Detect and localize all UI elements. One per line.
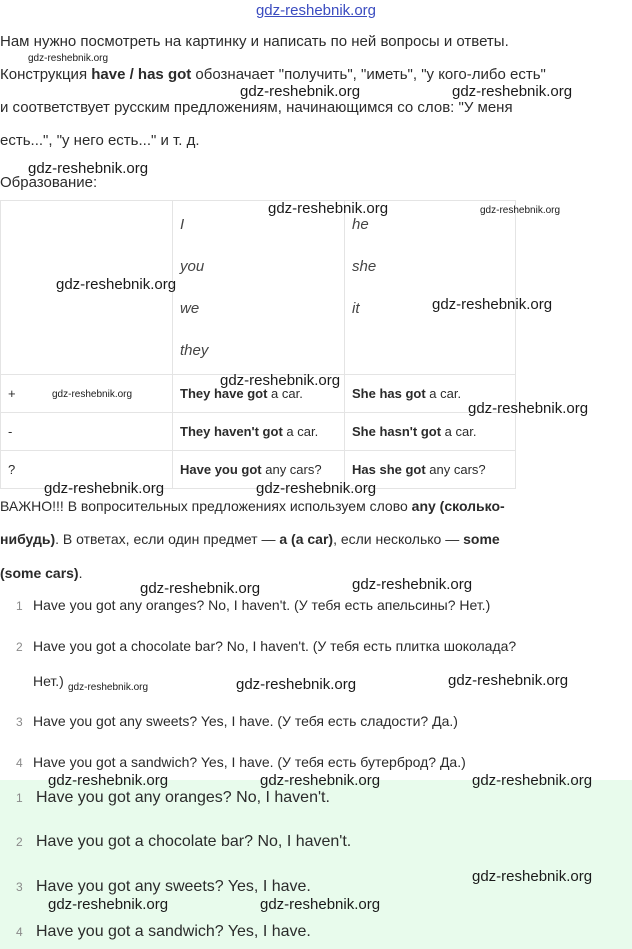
pronoun: you [180, 258, 205, 275]
example: Has she got any cars? [352, 462, 486, 477]
watermark: gdz-reshebnik.org [260, 896, 381, 913]
site-link[interactable]: gdz-reshebnik.org [255, 2, 377, 19]
list-item-continuation: Нет.) [33, 673, 64, 689]
intro-line-4: есть...", "у него есть..." и т. д. [0, 132, 200, 149]
example: They haven't got a car. [180, 424, 319, 439]
watermark: gdz-reshebnik.org [352, 576, 473, 593]
watermark: gdz-reshebnik.org [56, 276, 177, 293]
list-item: Have you got a sandwich? Yes, I have. (У тебя есть бутерброд? Да.) [33, 754, 466, 770]
watermark: gdz-reshebnik.org [448, 672, 569, 689]
watermark: gdz-reshebnik.org [468, 400, 589, 417]
pronoun: it [352, 300, 360, 317]
watermark: gdz-reshebnik.org [480, 205, 561, 216]
watermark: gdz-reshebnik.org [52, 389, 133, 400]
watermark: gdz-reshebnik.org [256, 480, 377, 497]
watermark: gdz-reshebnik.org [236, 676, 357, 693]
example: She has got a car. [352, 386, 462, 401]
example: She hasn't got a car. [352, 424, 477, 439]
summary-item: Have you got a sandwich? Yes, I have. [36, 923, 311, 940]
summary-number: 4 [16, 925, 23, 939]
watermark: gdz-reshebnik.org [44, 480, 165, 497]
pronoun: he [352, 216, 369, 233]
watermark: gdz-reshebnik.org [240, 83, 361, 100]
sign-plus: + [8, 386, 16, 401]
watermark: gdz-reshebnik.org [28, 53, 109, 64]
list-number: 2 [16, 640, 23, 654]
watermark: gdz-reshebnik.org [472, 868, 593, 885]
intro-line-1: Нам нужно посмотреть на картинку и написать по ней вопросы и ответы. [0, 33, 509, 50]
sign-minus: - [8, 424, 13, 439]
pronoun: she [352, 258, 377, 275]
example: Have you got any cars? [180, 462, 322, 477]
watermark: gdz-reshebnik.org [140, 580, 261, 597]
summary-item: Have you got any sweets? Yes, I have. [36, 878, 311, 895]
watermark: gdz-reshebnik.org [260, 772, 381, 789]
sign-question: ? [8, 462, 16, 477]
important-line-3: (some cars). [0, 565, 83, 581]
summary-number: 2 [16, 835, 23, 849]
example: They have got a car. [180, 386, 303, 401]
watermark: gdz-reshebnik.org [472, 772, 593, 789]
grammar-table [0, 200, 516, 478]
formation-heading: Образование: [0, 174, 98, 191]
list-number: 4 [16, 756, 23, 770]
important-line-2: нибудь). В ответах, если один предмет — a (a car), если несколько — some [0, 531, 500, 547]
list-number: 3 [16, 715, 23, 729]
list-item: Have you got any oranges? No, I haven't. (У тебя есть апельсины? Нет.) [33, 597, 491, 613]
intro-line-2: Конструкция have / has got обозначает "получить", "иметь", "у кого-либо есть" [0, 66, 546, 83]
watermark: gdz-reshebnik.org [432, 296, 553, 313]
watermark: gdz-reshebnik.org [68, 682, 149, 693]
pronoun: I [180, 216, 185, 233]
table-cell-singular-pronouns [344, 200, 516, 375]
list-item: Have you got any sweets? Yes, I have. (У тебя есть сладости? Да.) [33, 713, 458, 729]
summary-item: Have you got any oranges? No, I haven't. [36, 789, 330, 806]
watermark: gdz-reshebnik.org [48, 896, 169, 913]
intro-line-3: и соответствует русским предложениям, начинающимся со слов: "У меня [0, 99, 513, 116]
watermark: gdz-reshebnik.org [28, 160, 149, 177]
summary-number: 1 [16, 791, 23, 805]
watermark: gdz-reshebnik.org [268, 200, 389, 217]
table-cell [0, 412, 173, 451]
list-number: 1 [16, 599, 23, 613]
watermark: gdz-reshebnik.org [48, 772, 169, 789]
list-item: Have you got a chocolate bar? No, I haven't. (У тебя есть плитка шоколада? [33, 638, 517, 654]
important-line-1: ВАЖНО!!! В вопросительных предложениях используем слово any (сколько- [0, 498, 505, 514]
pronoun: they [180, 342, 209, 359]
summary-item: Have you got a chocolate bar? No, I haven't. [36, 833, 352, 850]
watermark: gdz-reshebnik.org [220, 372, 341, 389]
pronoun: we [180, 300, 200, 317]
watermark: gdz-reshebnik.org [452, 83, 573, 100]
summary-number: 3 [16, 880, 23, 894]
